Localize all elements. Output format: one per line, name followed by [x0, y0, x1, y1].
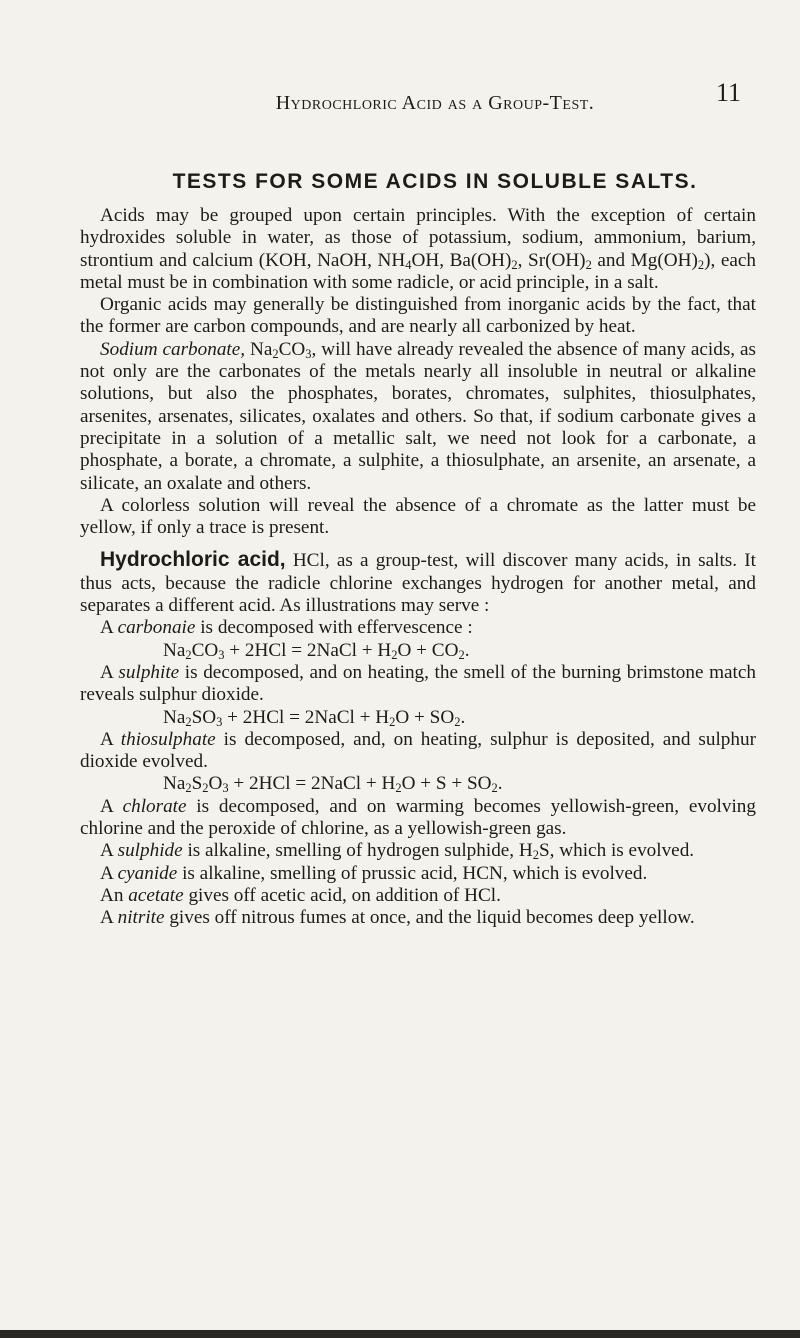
equation-thiosulphate: $Na_2S_2O_3 + 2HCl$ = 2NaCl + $H_2O + S + SO_2$. [163, 773, 503, 796]
paragraph-sulphite: A sulphite is decomposed, and on heating, the smell of the burning brimstone match reveals sulphur dioxide. [80, 661, 756, 706]
paragraph-hydrochloric-acid: Hydrochloric acid, HCl, as a group-test, will discover many acids, in salts. It thus acts, because the radicle chlorine exchanges hydrogen for another metal, and separates a different acid. As illustrations may serve : [80, 548, 756, 617]
page-number: 11 [716, 78, 742, 107]
paragraph-hydroxides: Acids may be grouped upon certain principles. With the exception of certain hydroxides soluble in water, as those of potassium, sodium, ammonium, barium, strontium and calcium (KOH, NaOH, $NH_4OH$, $Ba(OH)_2$, $Sr(OH)_2$ and $Mg(OH)_2$), each metal must be in combination with some radicle, or acid principle, in a salt. [80, 205, 756, 293]
paragraph-colorless-solution: A colorless solution will reveal the absence of a chromate as the latter must be yellow, if only a trace is present. [80, 494, 756, 539]
paragraph-thiosulphate: A thiosulphate is decomposed, and, on heating, sulphur is deposited, and sulphur dioxide evolved. [80, 728, 756, 773]
section-title: TESTS FOR SOME ACIDS IN SOLUBLE SALTS. [172, 170, 698, 193]
bottom-rule [0, 1330, 800, 1338]
equation-carbonate: $Na_2CO_3 + 2HCl$ = 2NaCl + $H_2O + CO_2$. [163, 639, 470, 662]
body-text [80, 205, 756, 930]
paragraph-nitrite: A nitrite gives off nitrous fumes at once, and the liquid becomes deep yellow. [100, 907, 695, 929]
paragraph-sodium-carbonate: Sodium carbonate, $Na_2CO_3$, will have already revealed the absence of many acids, as not only are the carbonates of the metals nearly all insoluble in neutral or alkaline solutions, but also the phosphates, borates, chromates, sulphites, thiosulphates, arsenites, arsenates, silicates, oxalates and others. So that, if sodium carbonate gives a precipitate in a solution of a metallic salt, we need not look for a carbonate, a phosphate, a borate, a chromate, a sulphite, a thiosulphate, an arsenite, an arsenate, a silicate, an oxalate and others. [80, 338, 756, 494]
paragraph-organic-acids: Organic acids may generally be distinguished from inorganic acids by the fact, that the former are carbon compounds, and are nearly all carbonized by heat. [80, 294, 756, 338]
paragraph-chlorate: A chlorate is decomposed, and on warming becomes yellowish-green, evolving chlorine and the peroxide of chlorine, as a yellowish-green gas. [80, 795, 756, 840]
equation-sulphite: $Na_2SO_3 + 2HCl$ = 2NaCl + $H_2O + SO_2$. [163, 706, 466, 729]
paragraph-sulphide: A sulphide is alkaline, smelling of hydrogen sulphide, $H_2S$, which is evolved. [100, 840, 695, 863]
running-head: Hydrochloric Acid as a Group-Test. [275, 92, 595, 114]
paragraph-cyanide: A cyanide is alkaline, smelling of prussic acid, HCN, which is evolved. [100, 862, 648, 884]
paragraph-carbonate: A carbonaie is decomposed with effervescence : [100, 617, 473, 639]
paragraph-acetate: An acetate gives off acetic acid, on addition of HCl. [100, 884, 501, 906]
